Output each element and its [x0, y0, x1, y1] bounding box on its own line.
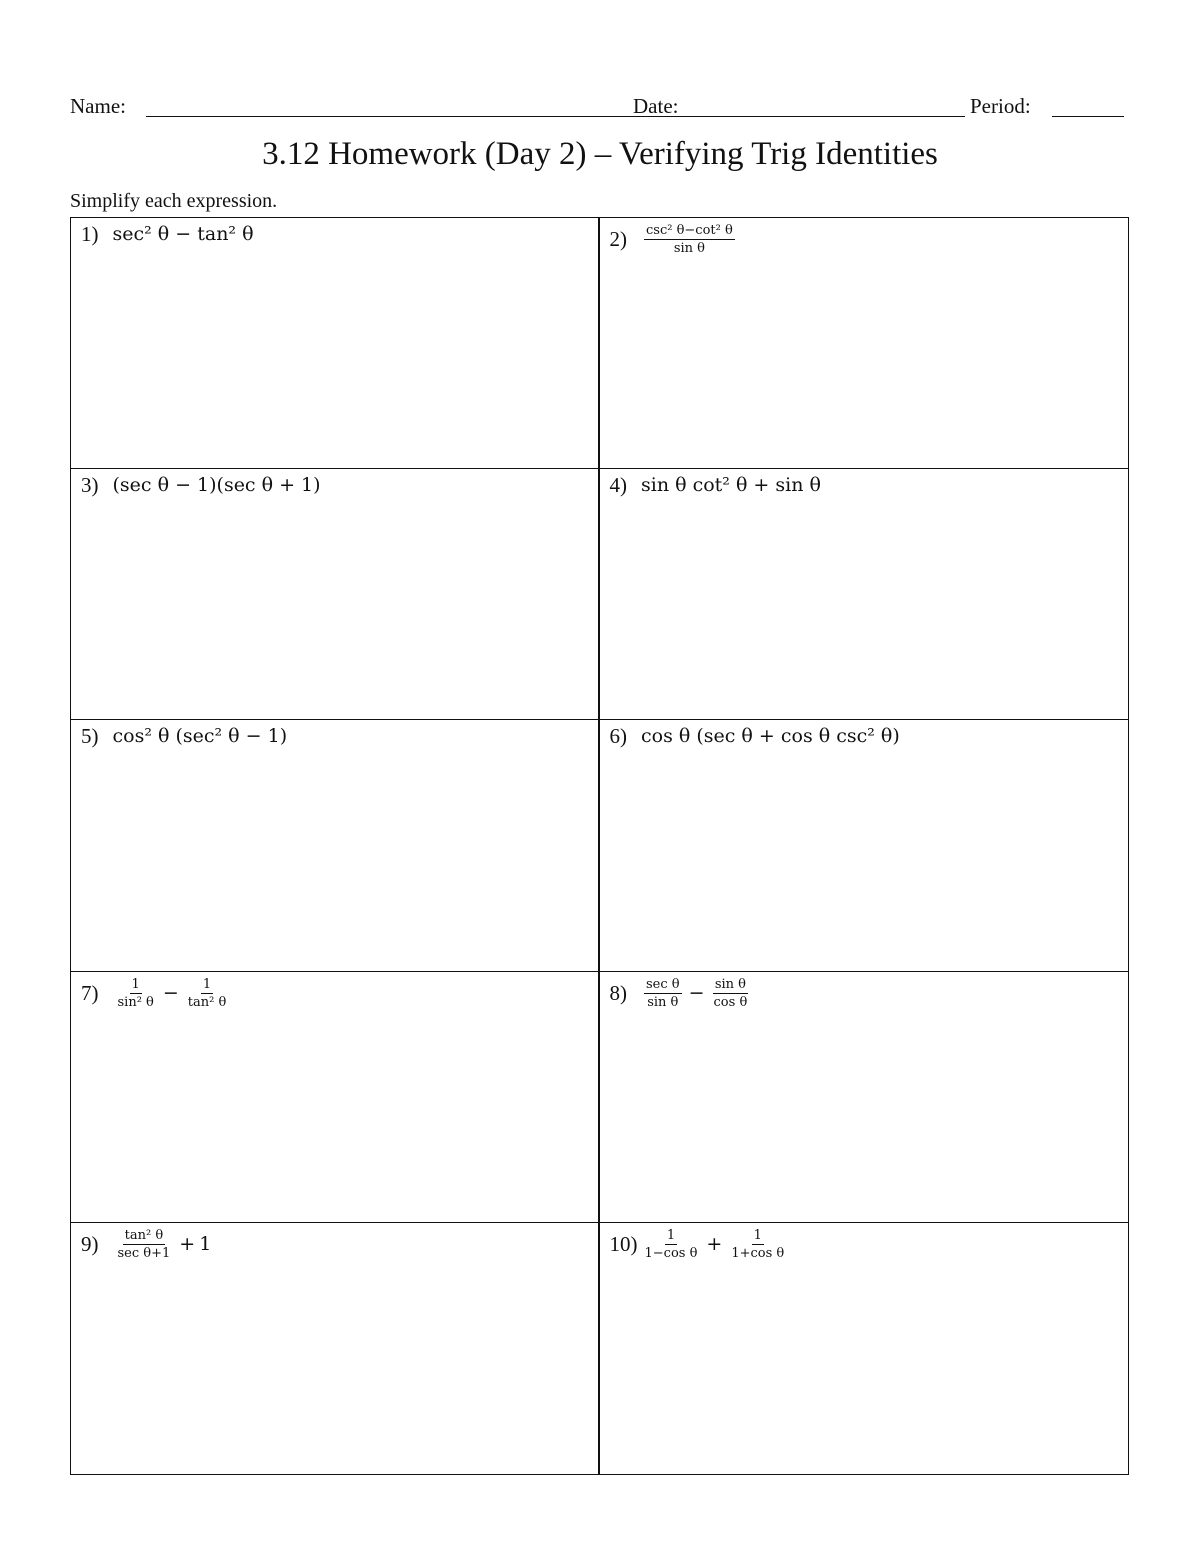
numerator: tan² θ: [124, 1227, 164, 1243]
period-field[interactable]: [1052, 116, 1124, 117]
problem-cell-9[interactable]: [71, 1223, 600, 1474]
numerator: sec θ: [646, 976, 680, 992]
problem-cell-4[interactable]: [600, 469, 1129, 720]
fraction: [644, 224, 735, 255]
denominator: sin θ: [673, 241, 705, 256]
problem-cell-5[interactable]: [71, 720, 600, 971]
problem-number: 9): [81, 1231, 99, 1256]
problem-number: 3): [81, 473, 99, 498]
problem-expression: cos² θ (sec² θ − 1): [112, 725, 288, 748]
problem-cell-10[interactable]: [600, 1223, 1129, 1474]
problem-number: 7): [81, 980, 99, 1005]
numerator: 1: [131, 976, 140, 992]
problem-cell-7[interactable]: [71, 972, 600, 1223]
problem-number: 5): [81, 724, 99, 749]
operator: +: [706, 1232, 723, 1255]
operator: +: [179, 1232, 196, 1255]
problem-expression: cos θ (sec θ + cos θ csc² θ): [641, 725, 900, 748]
problem-number: 1): [81, 222, 99, 246]
problem-expression: [113, 978, 232, 1009]
fraction: [644, 978, 682, 1009]
problem-expression: (sec θ − 1)(sec θ + 1): [112, 474, 321, 497]
numerator: 1: [666, 1227, 676, 1243]
problem-expression: [113, 1229, 212, 1260]
page-title: 3.12 Homework (Day 2) – Verifying Trig Identities: [262, 136, 938, 172]
problem-number: 10): [609, 1231, 638, 1256]
problem-cell-8[interactable]: [600, 972, 1129, 1223]
header-fields: [70, 92, 1126, 122]
fraction: [712, 978, 750, 1009]
operator: −: [688, 981, 705, 1004]
problem-grid: [70, 217, 1129, 1475]
period-label: Period:: [970, 94, 1031, 118]
numerator: 1: [753, 1227, 762, 1243]
constant-term: 1: [199, 1232, 212, 1255]
numerator: 1: [202, 976, 212, 992]
problem-expression: sec² θ − tan² θ: [112, 223, 254, 245]
problem-cell-3[interactable]: [71, 469, 600, 720]
denominator: sin θ: [647, 994, 679, 1010]
denominator: sec θ+1: [117, 1245, 171, 1261]
problem-cell-2[interactable]: [600, 218, 1129, 469]
problem-cell-1[interactable]: [71, 218, 600, 469]
fraction: [116, 978, 156, 1009]
problem-expression: [641, 978, 752, 1009]
date-field[interactable]: [695, 116, 965, 117]
fraction: [186, 978, 229, 1009]
numerator: sin θ: [714, 976, 746, 992]
problem-number: 2): [609, 227, 627, 251]
operator: −: [162, 981, 179, 1004]
problem-cell-6[interactable]: [600, 720, 1129, 971]
problem-number: 8): [609, 980, 627, 1005]
name-label: Name:: [70, 94, 126, 118]
date-label: Date:: [633, 94, 679, 118]
denominator: 1−cos θ: [644, 1245, 698, 1261]
denominator: 1+cos θ: [731, 1245, 785, 1261]
denominator: sin² θ: [117, 994, 154, 1010]
name-field[interactable]: [146, 116, 696, 117]
problem-expression: [641, 224, 738, 255]
problem-expression: sin θ cot² θ + sin θ: [641, 474, 821, 497]
fraction: [729, 1229, 786, 1260]
fraction: [116, 1229, 173, 1260]
instructions: Simplify each expression.: [70, 190, 278, 212]
denominator: tan² θ: [187, 994, 227, 1010]
numerator: csc² θ−cot² θ: [646, 223, 733, 238]
problem-number: 6): [609, 724, 627, 749]
problem-number: 4): [609, 473, 627, 498]
denominator: cos θ: [713, 994, 748, 1010]
fraction: [643, 1229, 700, 1260]
problem-expression: [640, 1229, 790, 1260]
